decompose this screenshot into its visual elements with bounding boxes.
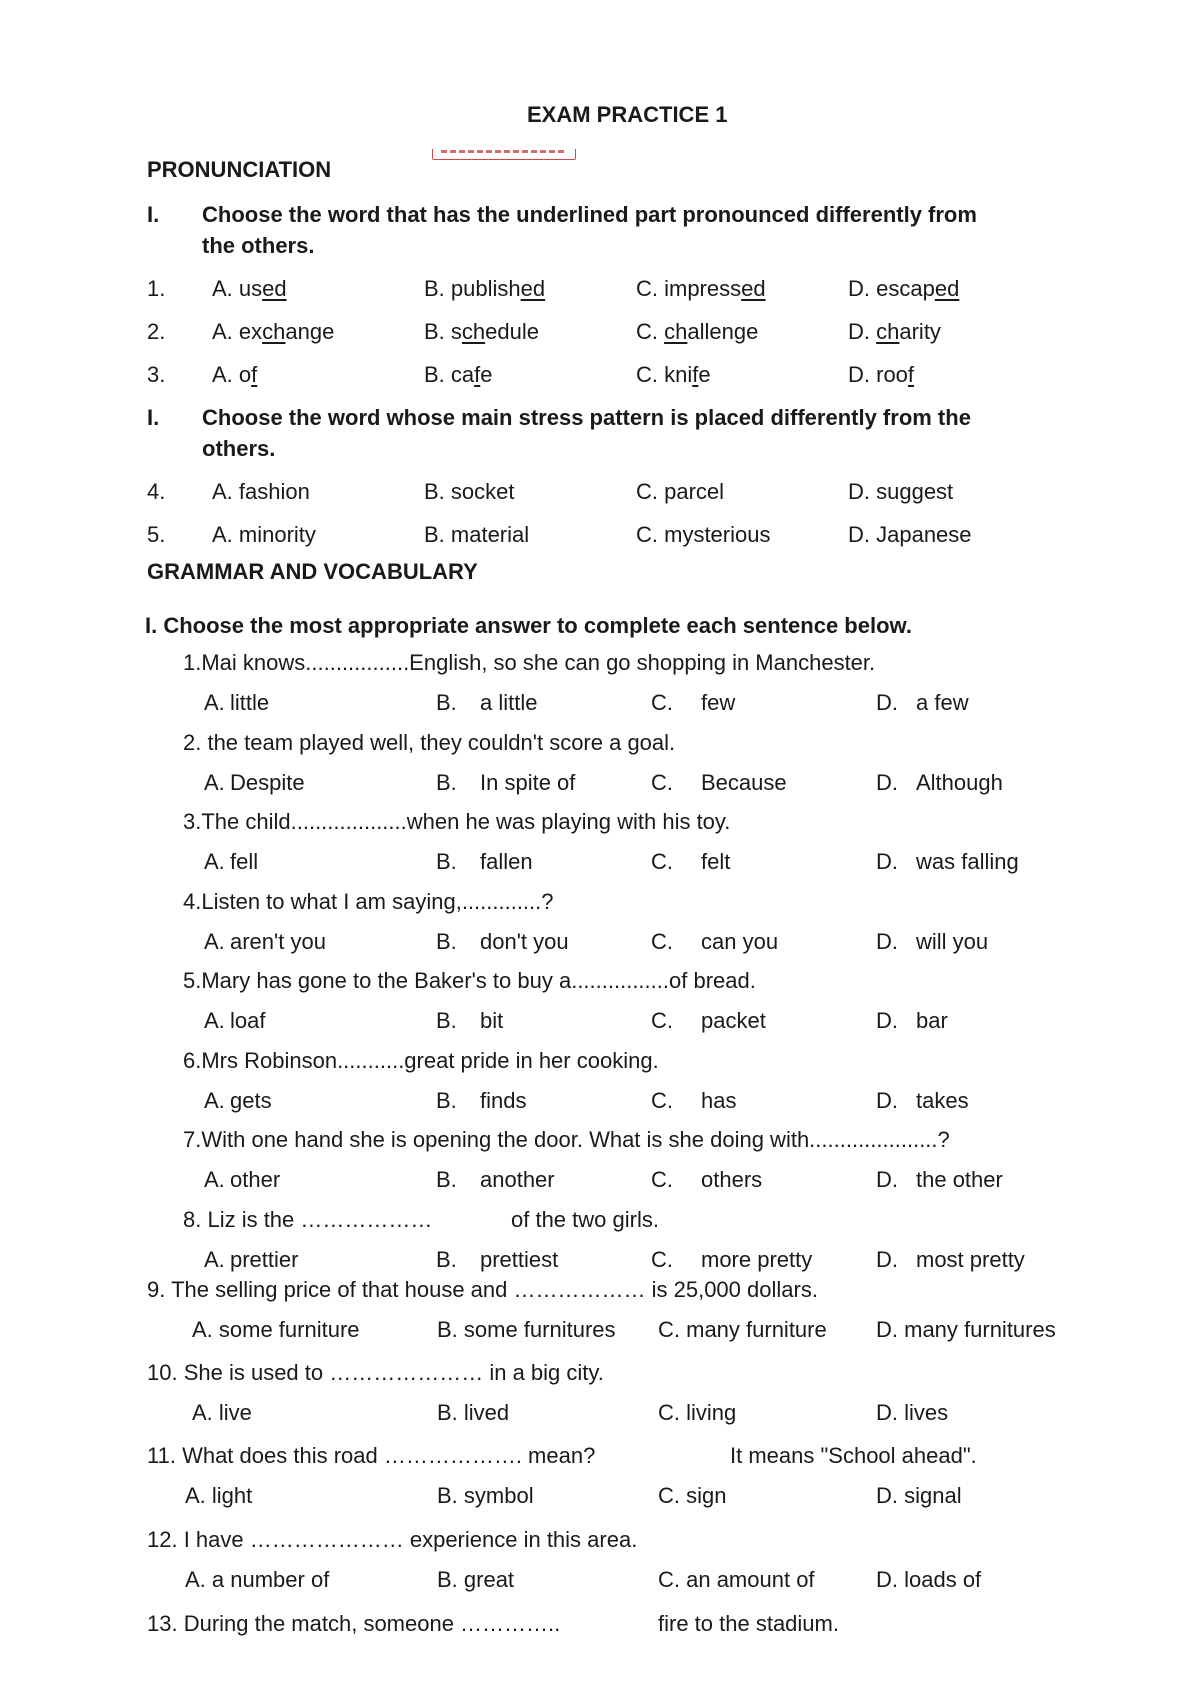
answer-option[interactable]: prettiest: [480, 1246, 559, 1272]
option-text: D.: [848, 319, 877, 344]
answer-option[interactable]: [636, 276, 766, 302]
option-text: D. escap: [848, 276, 935, 301]
option-text: D. roo: [848, 362, 908, 387]
question-stem: 10. She is used to ………………… in a big city.: [147, 1360, 604, 1385]
answer-option[interactable]: little: [230, 690, 270, 715]
answer-option[interactable]: A. fashion: [212, 479, 310, 504]
option-letter: B.: [436, 1008, 457, 1033]
answer-option[interactable]: D. loads of: [876, 1567, 982, 1592]
answer-option[interactable]: C. sign: [658, 1483, 727, 1508]
underlined-sound: ch: [461, 319, 486, 344]
answer-option[interactable]: will you: [916, 928, 989, 954]
answer-option[interactable]: a little: [480, 690, 538, 715]
answer-option[interactable]: bit: [480, 1008, 504, 1033]
answer-option[interactable]: don't you: [480, 928, 569, 954]
answer-option[interactable]: [212, 276, 287, 302]
answer-option[interactable]: B. great: [437, 1567, 515, 1592]
answer-option[interactable]: bar: [916, 1008, 948, 1033]
question-stem: 7.With one hand she is opening the door. What is she doing with.....................?: [183, 1127, 950, 1152]
answer-option[interactable]: C. an amount of: [658, 1567, 815, 1592]
option-letter: B.: [436, 928, 457, 954]
underlined-sound: ch: [262, 319, 286, 344]
option-text: ange: [285, 319, 335, 344]
answer-option[interactable]: [424, 362, 493, 388]
option-letter: D.: [876, 1167, 898, 1192]
option-letter: B.: [436, 769, 457, 795]
answer-option[interactable]: D. many furnitures: [876, 1317, 1056, 1342]
underlined-sound: f: [474, 362, 481, 387]
answer-option[interactable]: [212, 319, 334, 345]
answer-option[interactable]: A. a number of: [185, 1567, 330, 1592]
part2-instruction-line2: others.: [202, 436, 276, 461]
answer-option[interactable]: can you: [701, 928, 779, 954]
question-stem-tail: fire to the stadium.: [658, 1611, 839, 1636]
question-stem: 9. The selling price of that house and ……………… is 25,000 dollars.: [147, 1277, 818, 1302]
answer-option[interactable]: most pretty: [916, 1246, 1025, 1272]
option-letter: C.: [651, 849, 673, 874]
option-letter: A.: [204, 1008, 225, 1033]
option-text: B. publish: [424, 276, 521, 301]
answer-option[interactable]: D. signal: [876, 1483, 962, 1508]
answer-option[interactable]: [848, 276, 959, 302]
answer-option[interactable]: B. symbol: [437, 1483, 534, 1508]
option-letter: D.: [876, 1008, 898, 1033]
option-letter: A.: [204, 1087, 225, 1113]
underlined-sound: ch: [664, 319, 688, 344]
answer-option[interactable]: Because: [701, 769, 787, 795]
underlined-sound: ed: [934, 276, 960, 301]
option-text: B. ca: [424, 362, 475, 387]
answer-option[interactable]: C. living: [658, 1400, 737, 1425]
answer-option[interactable]: the other: [916, 1167, 1003, 1192]
answer-option[interactable]: Despite: [230, 769, 305, 795]
stamp-mark: [432, 149, 576, 160]
option-letter: C.: [651, 1246, 673, 1272]
answer-option[interactable]: A. minority: [212, 522, 316, 547]
answer-option[interactable]: C. parcel: [636, 479, 725, 504]
answer-option[interactable]: D. suggest: [848, 479, 954, 504]
option-text: A. ex: [212, 319, 263, 344]
answer-option[interactable]: C. mysterious: [636, 522, 771, 547]
option-text: A. us: [212, 276, 263, 301]
answer-option[interactable]: packet: [701, 1008, 766, 1033]
answer-option[interactable]: D. Japanese: [848, 522, 972, 547]
option-letter: C.: [651, 769, 673, 795]
question-stem: 6.Mrs Robinson...........great pride in her cooking.: [183, 1047, 659, 1073]
option-letter: C.: [651, 1087, 673, 1113]
option-letter: D.: [876, 769, 898, 795]
option-letter: A.: [204, 690, 225, 715]
answer-option[interactable]: was falling: [916, 849, 1019, 874]
answer-option[interactable]: [424, 276, 545, 302]
answer-option[interactable]: has: [701, 1087, 737, 1113]
answer-option[interactable]: aren't you: [230, 928, 326, 954]
option-letter: C.: [651, 690, 673, 715]
underlined-sound: ed: [741, 276, 766, 301]
answer-option[interactable]: [848, 319, 941, 345]
answer-option[interactable]: B. some furnitures: [437, 1317, 616, 1342]
option-letter: D.: [876, 1246, 898, 1272]
part1-instruction-line2: the others.: [202, 233, 315, 258]
option-letter: D.: [876, 690, 898, 715]
option-letter: B.: [436, 1167, 457, 1192]
option-letter: A.: [204, 849, 225, 874]
answer-option[interactable]: A. live: [192, 1400, 252, 1425]
answer-option[interactable]: B. socket: [424, 479, 515, 504]
answer-option[interactable]: [636, 319, 758, 345]
answer-option[interactable]: C. many furniture: [658, 1317, 827, 1342]
answer-option[interactable]: few: [701, 690, 736, 715]
answer-option[interactable]: [424, 319, 539, 345]
answer-option[interactable]: [212, 362, 257, 388]
section-heading-grammar: GRAMMAR AND VOCABULARY: [147, 559, 478, 584]
answer-option[interactable]: B. material: [424, 522, 530, 547]
option-letter: B.: [436, 1246, 457, 1272]
part2-numeral: I.: [147, 405, 160, 430]
part1-numeral: I.: [147, 202, 160, 227]
option-letter: B.: [436, 690, 457, 715]
answer-option[interactable]: [636, 362, 711, 388]
answer-option[interactable]: other: [230, 1167, 281, 1192]
answer-option[interactable]: A. light: [185, 1483, 253, 1508]
option-text: C. kni: [636, 362, 693, 387]
question-stem: 12. I have ………………… experience in this area.: [147, 1527, 638, 1552]
option-letter: A.: [204, 1246, 225, 1272]
part1-instruction-line1: Choose the word that has the underlined part pronounced differently from: [202, 202, 977, 227]
answer-option[interactable]: felt: [701, 849, 731, 874]
question-stem: 3.The child...................when he was playing with his toy.: [183, 809, 731, 834]
option-text: B. s: [424, 319, 462, 344]
option-letter: B.: [436, 849, 457, 874]
option-letter: C.: [651, 928, 673, 954]
option-text: allenge: [687, 319, 759, 344]
question-number: 1.: [147, 276, 166, 301]
question-stem: 11. What does this road ………………. mean?: [147, 1443, 596, 1468]
answer-option[interactable]: more pretty: [701, 1246, 813, 1272]
answer-option[interactable]: fallen: [480, 849, 533, 874]
answer-option[interactable]: prettier: [230, 1246, 299, 1272]
underlined-sound: ch: [876, 319, 900, 344]
underlined-sound: f: [692, 362, 699, 387]
answer-option[interactable]: loaf: [230, 1008, 266, 1033]
question-number: 4.: [147, 479, 166, 504]
option-text: A. o: [212, 362, 252, 387]
part2-instruction-line1: Choose the word whose main stress pattern is placed differently from the: [202, 405, 971, 430]
option-letter: B.: [436, 1087, 457, 1113]
option-text: e: [698, 362, 711, 387]
option-text: C.: [636, 319, 665, 344]
section-heading-pronunciation: PRONUNCIATION: [147, 157, 332, 182]
question-stem: 1.Mai knows.................English, so she can go shopping in Manchester.: [183, 650, 876, 675]
answer-option[interactable]: [848, 362, 914, 388]
answer-option[interactable]: D. lives: [876, 1400, 949, 1425]
answer-option[interactable]: others: [701, 1167, 763, 1192]
question-number: 5.: [147, 522, 166, 547]
grammar-instruction: I. Choose the most appropriate answer to complete each sentence below.: [145, 613, 912, 638]
question-stem: 2. the team played well, they couldn't score a goal.: [183, 729, 676, 755]
option-letter: D.: [876, 928, 898, 954]
question-stem-tail: It means "School ahead".: [730, 1443, 977, 1468]
option-letter: C.: [651, 1008, 673, 1033]
answer-option[interactable]: another: [480, 1167, 555, 1192]
option-letter: D.: [876, 1087, 898, 1113]
question-stem: 8. Liz is the ………………: [183, 1206, 433, 1232]
answer-option[interactable]: a few: [916, 690, 969, 715]
answer-option[interactable]: finds: [480, 1087, 527, 1113]
underlined-sound: f: [251, 362, 258, 387]
question-stem: 4.Listen to what I am saying,.............?: [183, 888, 554, 914]
question-number: 2.: [147, 319, 166, 344]
question-stem-tail: of the two girls.: [511, 1206, 659, 1232]
option-text: arity: [899, 319, 941, 344]
answer-option[interactable]: B. lived: [437, 1400, 510, 1425]
option-letter: A.: [204, 928, 225, 954]
option-text: e: [480, 362, 493, 387]
answer-option[interactable]: fell: [230, 849, 259, 874]
question-number: 3.: [147, 362, 166, 387]
answer-option[interactable]: gets: [230, 1087, 272, 1113]
underlined-sound: f: [907, 362, 915, 387]
answer-option[interactable]: A. some furniture: [192, 1317, 360, 1342]
underlined-sound: ed: [520, 276, 546, 301]
question-stem: 13. During the match, someone …………..: [147, 1611, 561, 1636]
answer-option[interactable]: In spite of: [480, 769, 576, 795]
option-text: edule: [485, 319, 539, 344]
option-letter: A.: [204, 1167, 225, 1192]
answer-option[interactable]: takes: [916, 1087, 969, 1113]
option-letter: D.: [876, 849, 898, 874]
answer-option[interactable]: Although: [916, 769, 1003, 795]
page-title: EXAM PRACTICE 1: [527, 102, 728, 127]
underlined-sound: ed: [262, 276, 287, 301]
option-letter: A.: [204, 769, 225, 795]
question-stem: 5.Mary has gone to the Baker's to buy a................of bread.: [183, 968, 756, 993]
option-text: C. impress: [636, 276, 742, 301]
option-letter: C.: [651, 1167, 673, 1192]
